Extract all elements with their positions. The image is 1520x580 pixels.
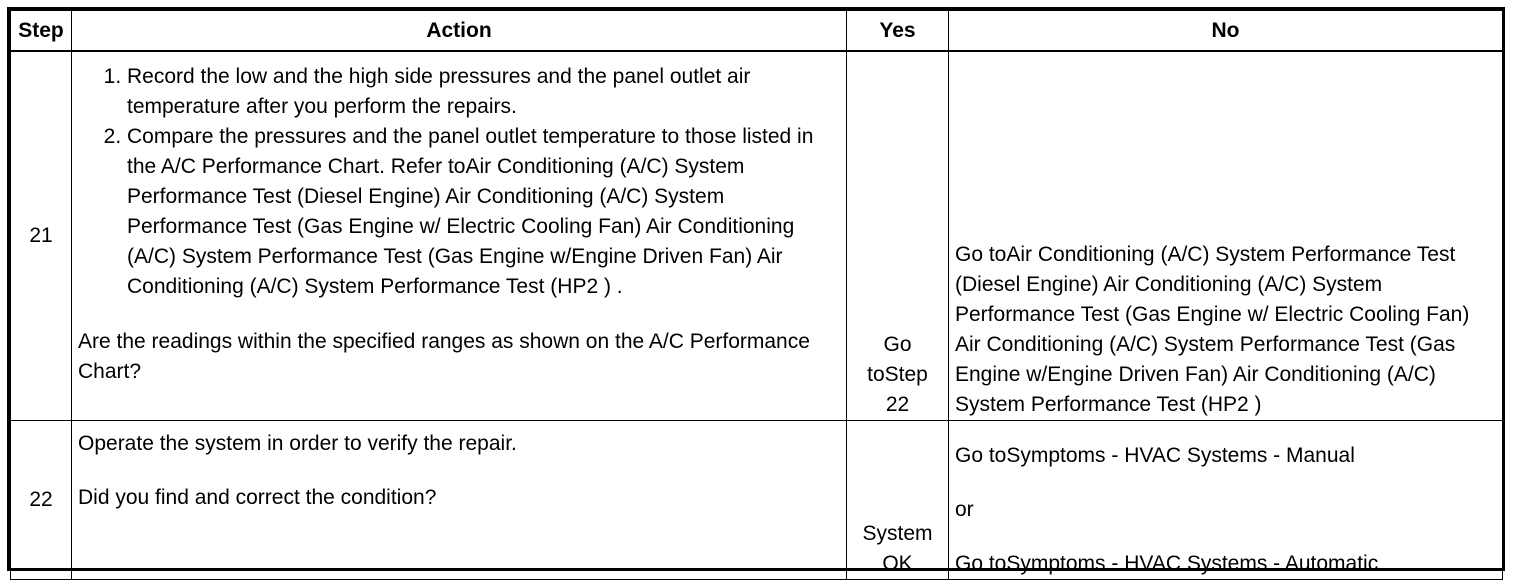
no-text-line: Go toSymptoms - HVAC Systems - Automatic — [955, 552, 1379, 575]
header-action: Action — [72, 11, 847, 52]
header-row — [11, 11, 1503, 52]
no-text-line: Go toSymptoms - HVAC Systems - Manual — [955, 444, 1355, 467]
action-cell — [72, 51, 847, 421]
step-number: 22 — [11, 421, 72, 580]
diagnostic-table-frame — [7, 7, 1505, 575]
header-step: Step — [11, 11, 72, 52]
no-cell — [949, 421, 1503, 580]
action-step-item: 1. Record the low and the high side pressures and the panel outlet air temperature after you perform the repairs. — [127, 62, 840, 122]
yes-text-line: toStep — [867, 363, 928, 386]
action-question: Did you find and correct the condition? — [78, 486, 437, 509]
no-text: Go toAir Conditioning (A/C) System Performance Test (Diesel Engine) Air Conditioning (A/C) System Performance Test (Gas Engine w/ Electric Cooling Fan) Air Conditioning (A/C) System Performance Test (Gas Engine w/Engine Driven Fan) Air Conditioning (A/C) System Performance Test (HP2 ) — [955, 243, 1470, 416]
yes-cell — [847, 51, 949, 421]
no-text-line: or — [955, 498, 974, 521]
table-row-step-22 — [11, 421, 1503, 580]
yes-text-line: 22 — [885, 393, 910, 416]
header-yes: Yes — [847, 11, 949, 52]
action-question: Are the readings within the specified ranges as shown on the A/C Performance Chart? — [78, 330, 810, 383]
yes-cell — [847, 421, 949, 580]
header-no: No — [949, 11, 1503, 52]
action-steps-list — [78, 62, 840, 302]
yes-text-line: System — [862, 522, 933, 545]
action-step-item: 2. Compare the pressures and the panel outlet temperature to those listed in the A/C Performance Chart. Refer toAir Conditioning (A/C) System Performance Test (Diesel Engine) Air Conditioning (A/C) System Performance Test (Gas Engine w/ Electric Cooling Fan) Air Conditioning (A/C) System Performance Test (Gas Engine w/Engine Driven Fan) Air Conditioning (A/C) System Performance Test (HP2 ) . — [127, 122, 840, 302]
table-row-step-21 — [11, 51, 1503, 421]
yes-text-line: OK — [882, 552, 913, 575]
action-cell — [72, 421, 847, 580]
diagnostic-table — [10, 10, 1503, 580]
no-cell — [949, 51, 1503, 421]
action-text: Operate the system in order to verify the repair. — [78, 432, 517, 455]
step-number: 21 — [11, 51, 72, 421]
yes-text-line: Go — [883, 333, 912, 356]
